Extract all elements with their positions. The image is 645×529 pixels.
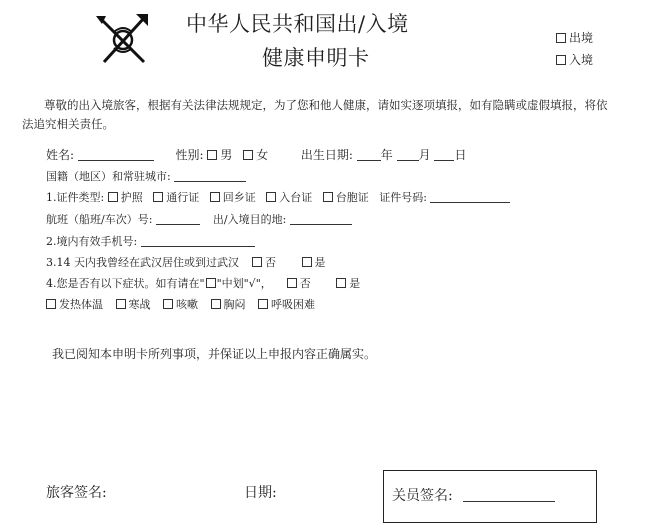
entry-checkbox[interactable] <box>556 55 566 65</box>
birth-label: 出生日期: <box>300 148 353 162</box>
fever-checkbox[interactable] <box>46 299 56 309</box>
passport-checkbox[interactable] <box>108 192 118 202</box>
home-return-permit-label: 回乡证 <box>222 191 256 204</box>
wuhan-yes-label: 是 <box>314 256 326 269</box>
taiwan-compatriot-permit-checkbox[interactable] <box>323 192 333 202</box>
wuhan-no-label: 否 <box>265 256 276 269</box>
wuhan-yes-checkbox[interactable] <box>302 257 312 267</box>
symptoms-question-label-end: "中划"√"， <box>216 277 272 290</box>
card-title-line1: 中华人民共和国出/入境 <box>186 12 409 36</box>
exit-checkbox[interactable] <box>556 33 566 43</box>
phone-row <box>46 233 255 249</box>
destination-field[interactable] <box>290 224 352 225</box>
wuhan-no-checkbox[interactable] <box>252 257 262 267</box>
taiwan-compatriot-permit-label: 台胞证 <box>335 191 369 204</box>
symptoms-inline-box-icon <box>206 278 216 288</box>
birth-month-field[interactable] <box>397 160 419 161</box>
date-label: 日期: <box>244 485 277 501</box>
gender-male-checkbox[interactable] <box>207 150 217 160</box>
symptoms-list-row <box>46 296 322 312</box>
symptoms-no-label: 否 <box>299 277 311 290</box>
travel-permit-checkbox[interactable] <box>153 192 163 202</box>
symptoms-no-checkbox[interactable] <box>287 278 297 288</box>
birth-year-unit: 年 <box>380 148 393 162</box>
traveler-signature-label: 旅客签名: <box>46 485 107 501</box>
document-number-label: 证件号码: <box>379 191 427 204</box>
flight-label: 航班（船班/车次）号: <box>46 213 153 226</box>
nationality-field[interactable] <box>174 181 246 182</box>
gender-female-checkbox[interactable] <box>243 150 253 160</box>
travel-permit-label: 通行证 <box>166 191 200 204</box>
card-title-line2: 健康申明卡 <box>262 46 370 70</box>
symptoms-question-row <box>46 275 367 291</box>
birth-day-field[interactable] <box>434 160 454 161</box>
notice-text: 尊敬的出入境旅客，根据有关法律法规规定，为了您和他人健康，请如实逐项填报，如有隐瞒或虚假填报，将依法追究相关责任。 <box>22 98 608 131</box>
phone-field[interactable] <box>141 246 255 247</box>
breathing-difficulty-checkbox[interactable] <box>258 299 268 309</box>
chest-tightness-label: 胸闷 <box>223 298 246 311</box>
fever-label: 发热体温 <box>59 298 103 311</box>
flight-field[interactable] <box>156 224 200 225</box>
wuhan-question-row <box>46 254 333 270</box>
document-type-label: 1.证件类型: <box>46 191 105 204</box>
phone-label: 2.境内有效手机号: <box>46 235 138 248</box>
document-number-field[interactable] <box>430 202 510 203</box>
taiwan-entry-permit-label: 入台证 <box>279 191 313 204</box>
officer-signature-label: 关员签名: <box>392 488 453 504</box>
customs-emblem-icon <box>92 10 154 68</box>
name-field[interactable] <box>78 160 154 161</box>
symptoms-question-label-start: 4.您是否有以下症状。如有请在" <box>46 277 205 290</box>
exit-label: 出境 <box>569 31 594 45</box>
nationality-row <box>46 168 246 184</box>
officer-signature-row <box>392 485 555 505</box>
document-row <box>46 189 510 205</box>
home-return-permit-checkbox[interactable] <box>210 192 220 202</box>
officer-signature-field[interactable] <box>463 501 555 502</box>
gender-label: 性别: <box>175 148 204 162</box>
birth-day-unit: 日 <box>454 148 467 162</box>
cough-checkbox[interactable] <box>163 299 173 309</box>
declaration-text: 我已阅知本申明卡所列事项，并保证以上申报内容正确属实。 <box>52 347 377 361</box>
wuhan-question-label: 3.14 天内我曾经在武汉居住或到过武汉 <box>46 256 239 269</box>
breathing-difficulty-label: 呼吸困难 <box>271 298 315 311</box>
birth-month-unit: 月 <box>418 148 431 162</box>
name-label: 姓名: <box>46 148 75 162</box>
entry-label: 入境 <box>569 53 594 67</box>
name-row <box>46 146 467 163</box>
entry-option[interactable] <box>556 51 593 68</box>
destination-label: 出/入境目的地: <box>212 213 287 226</box>
exit-option[interactable] <box>556 29 593 46</box>
taiwan-entry-permit-checkbox[interactable] <box>266 192 276 202</box>
cough-label: 咳嗽 <box>176 298 198 311</box>
birth-year-field[interactable] <box>357 160 381 161</box>
nationality-label: 国籍（地区）和常驻城市: <box>46 170 171 183</box>
chills-checkbox[interactable] <box>116 299 126 309</box>
passport-label: 护照 <box>120 191 143 204</box>
chest-tightness-checkbox[interactable] <box>211 299 221 309</box>
travel-row <box>46 211 352 227</box>
chills-label: 寒战 <box>128 298 151 311</box>
gender-female-label: 女 <box>256 148 269 162</box>
gender-male-label: 男 <box>220 148 233 162</box>
symptoms-yes-label: 是 <box>349 277 361 290</box>
symptoms-yes-checkbox[interactable] <box>336 278 346 288</box>
